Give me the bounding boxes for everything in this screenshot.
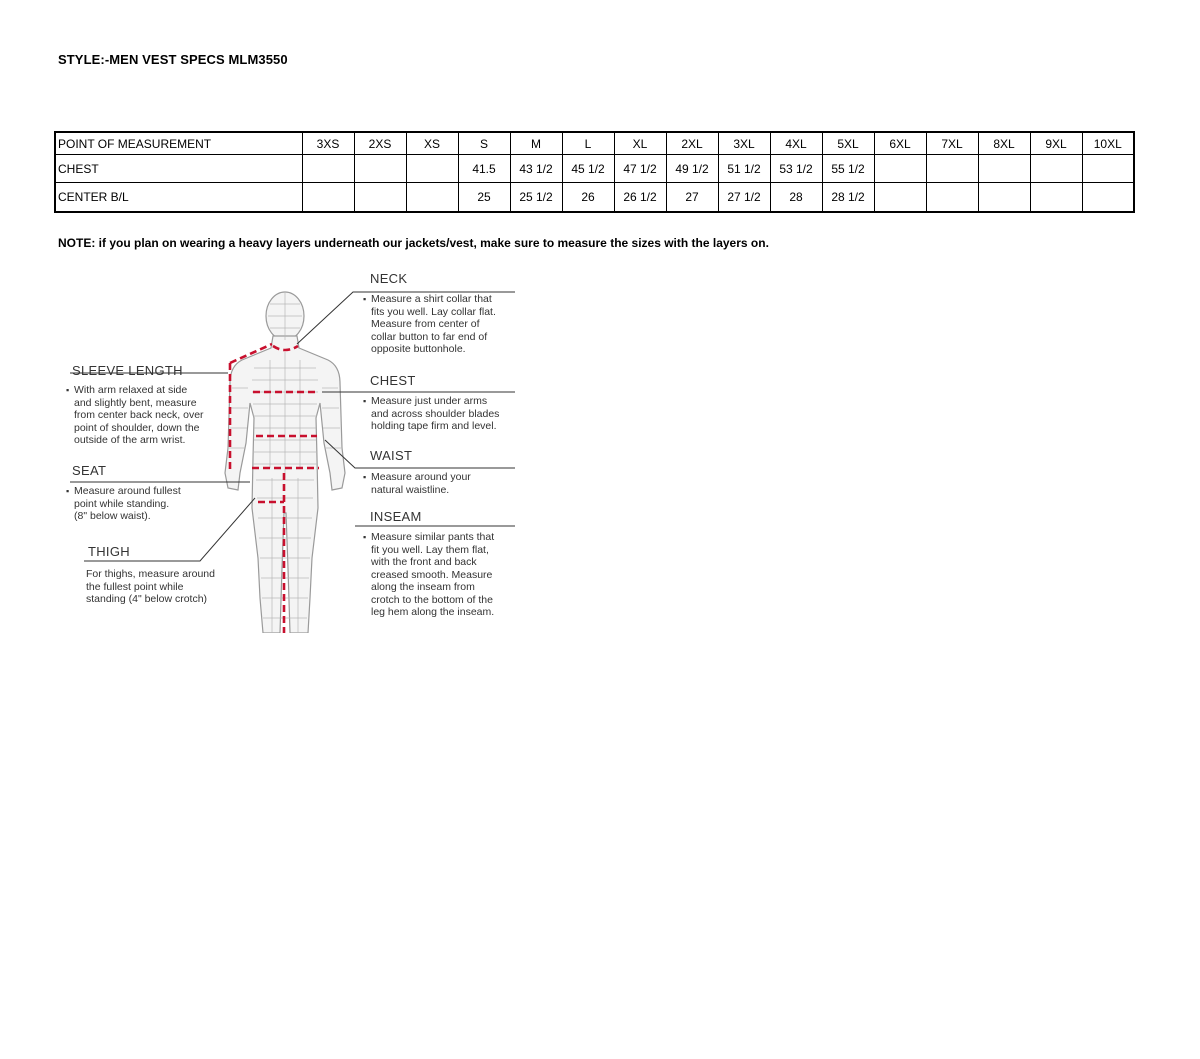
size-value-cell (1030, 155, 1082, 183)
description-line: from center back neck, over (74, 409, 204, 421)
size-value-cell: 27 1/2 (718, 183, 770, 213)
description-line: ▪ With arm relaxed at side (74, 384, 188, 396)
size-spec-table (54, 131, 1135, 213)
size-value-cell: 25 1/2 (510, 183, 562, 213)
size-value-cell: 5XL (822, 132, 874, 155)
size-value-cell: 51 1/2 (718, 155, 770, 183)
description-line: For thighs, measure around (86, 568, 215, 580)
thigh-description (86, 568, 215, 606)
size-value-cell (354, 155, 406, 183)
size-value-cell: 2XL (666, 132, 718, 155)
description-line: and slightly bent, measure (74, 396, 197, 409)
size-value-cell: 8XL (978, 132, 1030, 155)
size-value-cell: 4XL (770, 132, 822, 155)
sleeve-length-description (74, 384, 204, 447)
description-line: fits you well. Lay collar flat. (371, 305, 496, 318)
layering-note: NOTE: if you plan on wearing a heavy layers underneath our jackets/vest, make sure to measure the sizes with the layers on. (58, 236, 769, 250)
size-value-cell: 3XL (718, 132, 770, 155)
size-value-cell: 25 (458, 183, 510, 213)
size-value-cell (406, 155, 458, 183)
size-value-cell: S (458, 132, 510, 155)
description-line: ▪ Measure similar pants that (371, 531, 495, 543)
description-line: creased smooth. Measure (371, 568, 493, 581)
sleeve-length-label: SLEEVE LENGTH (72, 363, 183, 378)
size-value-cell (1082, 183, 1134, 213)
size-value-cell: 9XL (1030, 132, 1082, 155)
table-row-chest (55, 155, 1134, 183)
style-title: STYLE:-MEN VEST SPECS MLM3550 (58, 52, 288, 67)
description-line: holding tape firm and level. (371, 420, 497, 432)
size-value-cell: 47 1/2 (614, 155, 666, 183)
description-line: outside of the arm wrist. (74, 434, 186, 446)
size-value-cell: 6XL (874, 132, 926, 155)
size-value-cell: 7XL (926, 132, 978, 155)
description-line: ▪ Measure just under arms (371, 395, 488, 407)
table-header-row (55, 132, 1134, 155)
size-value-cell: 28 1/2 (822, 183, 874, 213)
size-value-cell (302, 183, 354, 213)
description-line: Measure from center of (371, 318, 480, 330)
size-value-cell (926, 155, 978, 183)
inseam-label: INSEAM (370, 509, 422, 524)
measurement-guide (60, 268, 520, 633)
size-value-cell (1030, 183, 1082, 213)
row-label-cell: CENTER B/L (55, 183, 302, 213)
chest-label: CHEST (370, 373, 416, 388)
description-line: and across shoulder blades (371, 407, 500, 420)
size-value-cell: 26 (562, 183, 614, 213)
thigh-label: THIGH (88, 544, 130, 559)
neck-description (371, 293, 496, 356)
size-value-cell: 55 1/2 (822, 155, 874, 183)
description-line: ▪ Measure around your (371, 471, 471, 483)
description-line: ▪ Measure around fullest (74, 485, 181, 497)
size-value-cell: 10XL (1082, 132, 1134, 155)
waist-description (371, 471, 471, 496)
description-line: opposite buttonhole. (371, 343, 466, 355)
description-line: standing (4" below crotch) (86, 593, 208, 605)
size-value-cell (874, 155, 926, 183)
size-value-cell (926, 183, 978, 213)
size-value-cell (354, 183, 406, 213)
size-value-cell (406, 183, 458, 213)
description-line: ▪ Measure a shirt collar that (371, 293, 492, 305)
description-line: point while standing. (74, 497, 170, 510)
chest-description (371, 395, 499, 433)
size-value-cell (302, 155, 354, 183)
neck-label: NECK (370, 271, 408, 286)
size-value-cell: XL (614, 132, 666, 155)
description-line: along the inseam from (371, 581, 475, 593)
waist-label: WAIST (370, 448, 413, 463)
seat-label: SEAT (72, 463, 107, 478)
size-value-cell: 28 (770, 183, 822, 213)
size-value-cell: 2XS (354, 132, 406, 155)
size-value-cell: M (510, 132, 562, 155)
description-line: collar button to far end of (371, 330, 488, 343)
row-label-cell: POINT OF MEASUREMENT (55, 132, 302, 155)
size-value-cell: 3XS (302, 132, 354, 155)
description-line: natural waistline. (371, 483, 450, 496)
description-line: point of shoulder, down the (74, 421, 200, 434)
size-value-cell (978, 155, 1030, 183)
description-line: leg hem along the inseam. (371, 606, 495, 618)
size-value-cell (874, 183, 926, 213)
size-value-cell: XS (406, 132, 458, 155)
description-line: the fullest point while (86, 580, 184, 593)
seat-description (74, 485, 181, 523)
size-value-cell (1082, 155, 1134, 183)
description-line: crotch to the bottom of the (371, 593, 493, 606)
size-value-cell: L (562, 132, 614, 155)
description-line: with the front and back (371, 556, 477, 568)
size-value-cell: 53 1/2 (770, 155, 822, 183)
description-line: (8" below waist). (74, 510, 151, 522)
inseam-description (371, 531, 494, 619)
table-row-center-bl (55, 183, 1134, 213)
description-line: fit you well. Lay them flat, (371, 543, 489, 556)
size-value-cell: 26 1/2 (614, 183, 666, 213)
size-value-cell: 49 1/2 (666, 155, 718, 183)
size-value-cell: 45 1/2 (562, 155, 614, 183)
size-value-cell (978, 183, 1030, 213)
size-value-cell: 43 1/2 (510, 155, 562, 183)
size-value-cell: 27 (666, 183, 718, 213)
size-value-cell: 41.5 (458, 155, 510, 183)
row-label-cell: CHEST (55, 155, 302, 183)
